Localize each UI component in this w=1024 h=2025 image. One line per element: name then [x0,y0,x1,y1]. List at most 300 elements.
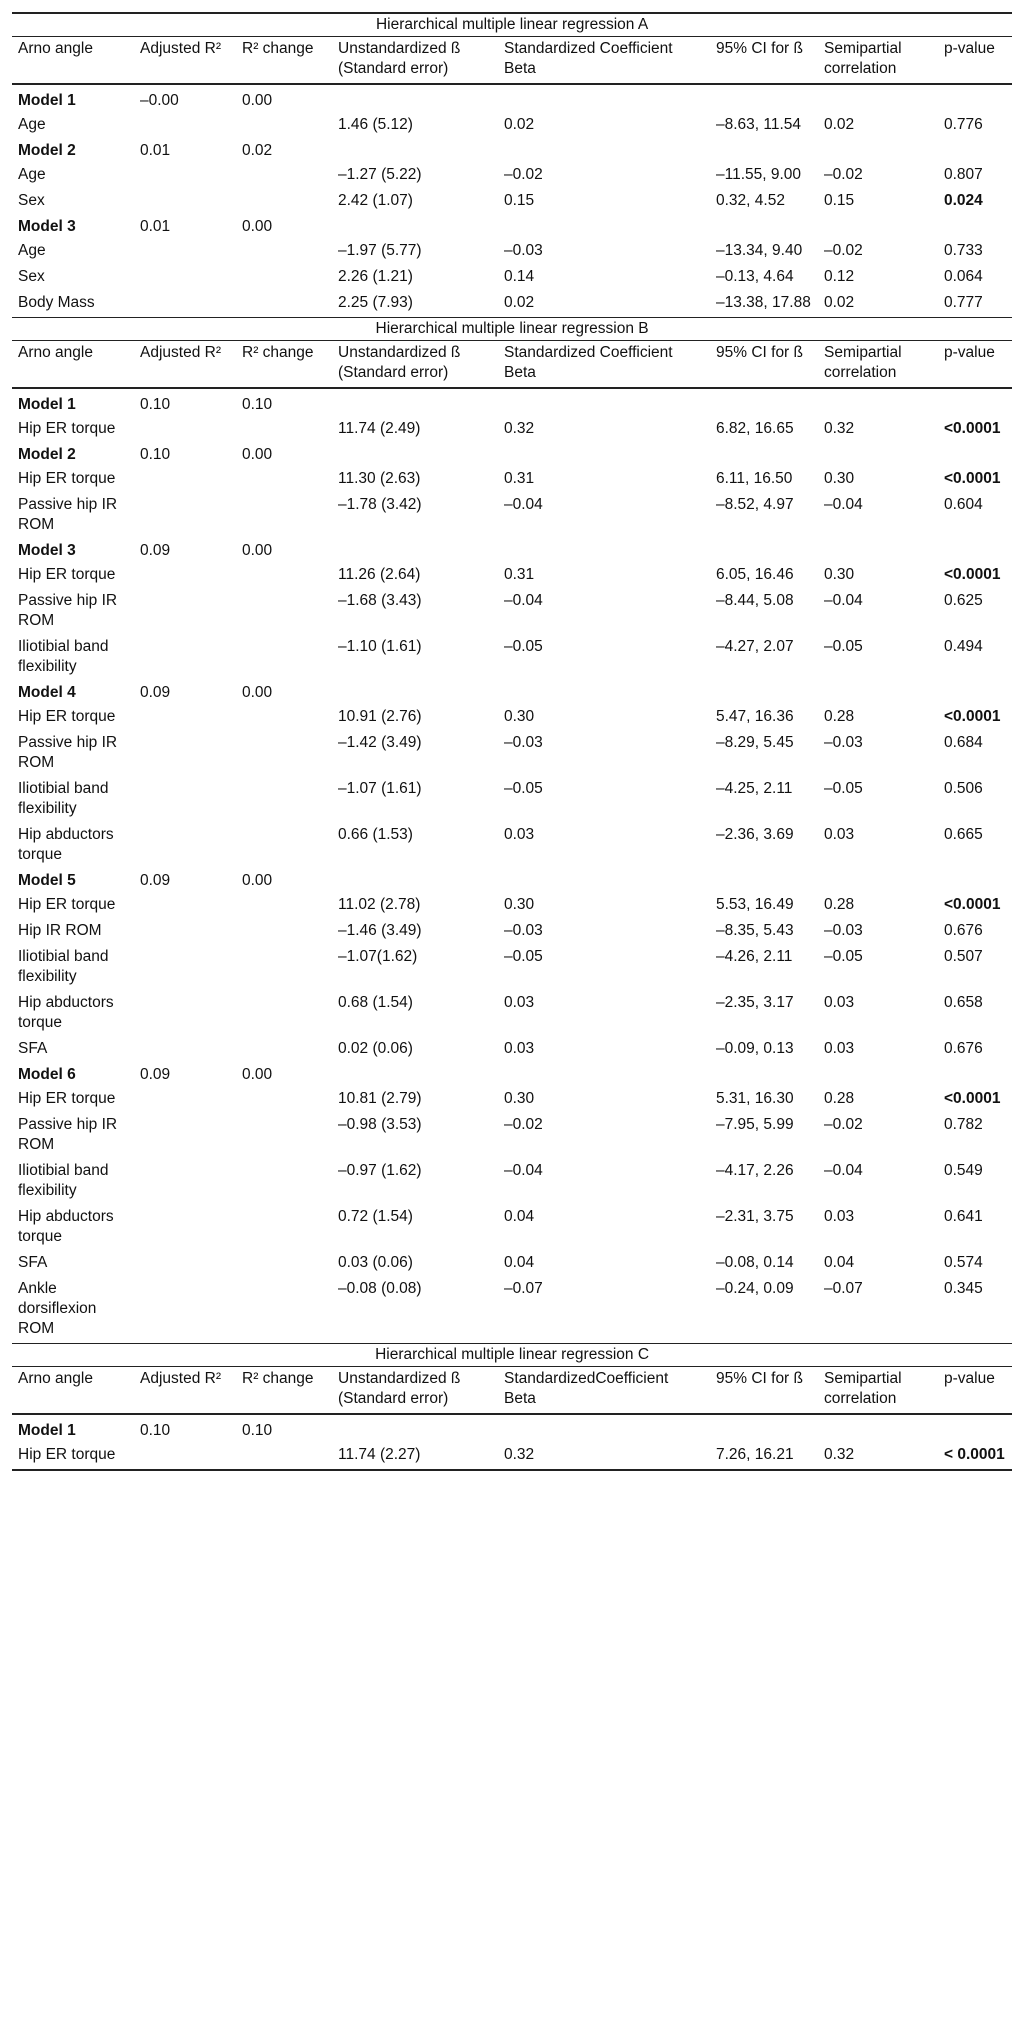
variable-name: SFA [18,1254,48,1271]
table-row [12,1087,1012,1113]
empty-cell [134,1251,236,1277]
p-value: 0.024 [944,192,983,209]
p-value: 0.807 [944,166,983,183]
unstandardized-beta: 10.91 (2.76) [338,708,422,725]
unstandardized-beta: –1.07 (1.61) [338,780,422,797]
empty-cell [236,589,332,635]
semipartial-correlation: –0.04 [824,592,863,609]
semipartial-correlation: 0.02 [824,116,855,133]
standardized-beta: –0.02 [504,166,543,183]
variable-name: Ankle dorsiflexion ROM [18,1280,97,1337]
empty-cell [710,89,818,113]
empty-cell [134,1159,236,1205]
column-header: StandardizedCoefficient Beta [498,1367,710,1415]
empty-cell [498,681,710,705]
standardized-beta: 0.02 [504,116,535,133]
unstandardized-beta: –1.27 (5.22) [338,166,422,183]
r2-change: 0.00 [242,542,273,559]
empty-cell [818,89,938,113]
empty-cell [134,705,236,731]
standardized-beta: –0.04 [504,496,543,513]
empty-cell [236,1251,332,1277]
model-row [12,1419,1012,1443]
empty-cell [498,869,710,893]
empty-cell [818,215,938,239]
empty-cell [134,589,236,635]
p-value: 0.676 [944,922,983,939]
table-row [12,635,1012,681]
empty-cell [710,681,818,705]
unstandardized-beta: –1.42 (3.49) [338,734,422,751]
semipartial-correlation: –0.04 [824,496,863,513]
empty-cell [710,1419,818,1443]
confidence-interval: –0.24, 0.09 [716,1280,794,1297]
model-label: Model 3 [18,542,76,559]
variable-name: Hip ER torque [18,708,116,725]
table-row [12,239,1012,265]
empty-cell [498,393,710,417]
column-header: Arno angle [12,1367,134,1415]
confidence-interval: –8.29, 5.45 [716,734,794,751]
adjusted-r2: 0.09 [140,684,171,701]
empty-cell [332,139,498,163]
empty-cell [818,1063,938,1087]
semipartial-correlation: –0.02 [824,166,863,183]
p-value: 0.684 [944,734,983,751]
column-header: 95% CI for ß [710,341,818,389]
empty-cell [134,239,236,265]
model-row [12,681,1012,705]
empty-cell [134,1037,236,1063]
p-value: 0.345 [944,1280,983,1297]
variable-name: Passive hip IR ROM [18,496,118,533]
empty-cell [236,1205,332,1251]
confidence-interval: –11.55, 9.00 [716,166,802,183]
regression-table [12,12,1012,1471]
unstandardized-beta: 11.02 (2.78) [338,896,421,913]
empty-cell [236,777,332,823]
unstandardized-beta: 0.68 (1.54) [338,994,413,1011]
empty-cell [134,1277,236,1344]
empty-cell [332,1063,498,1087]
variable-name: Hip abductors torque [18,1208,114,1245]
empty-cell [236,945,332,991]
variable-name: Passive hip IR ROM [18,1116,118,1153]
semipartial-correlation: 0.15 [824,192,855,209]
column-header-row [12,1367,1012,1415]
unstandardized-beta: 2.26 (1.21) [338,268,413,285]
empty-cell [332,539,498,563]
confidence-interval: 6.82, 16.65 [716,420,794,437]
confidence-interval: 5.53, 16.49 [716,896,794,913]
table-row [12,163,1012,189]
variable-name: Hip ER torque [12,1443,134,1470]
variable-name: Hip ER torque [18,1090,116,1107]
unstandardized-beta: –1.68 (3.43) [338,592,422,609]
variable-name: Body Mass [18,294,95,311]
semipartial-correlation: –0.03 [824,922,863,939]
empty-cell [134,777,236,823]
model-label: Model 2 [18,142,76,159]
standardized-beta: 0.04 [504,1208,535,1225]
empty-cell [134,113,236,139]
empty-cell [236,731,332,777]
p-value: <0.0001 [944,896,1001,913]
p-value: 0.676 [944,1040,983,1057]
p-value: <0.0001 [944,420,1001,437]
empty-cell [134,1087,236,1113]
empty-cell [710,443,818,467]
confidence-interval: –0.09, 0.13 [716,1040,794,1057]
p-value: < 0.0001 [938,1443,1012,1470]
semipartial-correlation: 0.30 [824,566,855,583]
r2-change: 0.00 [242,684,273,701]
model-label: Model 6 [18,1066,76,1083]
standardized-beta: 0.03 [504,994,535,1011]
standardized-beta: –0.05 [504,948,543,965]
semipartial-correlation: 0.30 [824,470,855,487]
column-header: Semipartial correlation [818,341,938,389]
empty-cell [498,215,710,239]
p-value: <0.0001 [944,566,1001,583]
p-value: <0.0001 [944,708,1001,725]
confidence-interval: –2.35, 3.17 [716,994,794,1011]
model-row [12,869,1012,893]
section-title-row [12,318,1012,341]
empty-cell [236,113,332,139]
empty-cell [332,681,498,705]
standardized-beta: 0.30 [504,708,535,725]
empty-cell [134,417,236,443]
column-header-row [12,341,1012,389]
empty-cell [332,1419,498,1443]
confidence-interval: –0.13, 4.64 [716,268,794,285]
model-label: Model 4 [18,684,76,701]
semipartial-correlation: –0.03 [824,734,863,751]
empty-cell [134,1443,236,1470]
variable-name: Iliotibial band flexibility [18,638,109,675]
empty-cell [134,189,236,215]
variable-name: Sex [18,268,45,285]
semipartial-correlation: 0.32 [818,1443,938,1470]
column-header: Semipartial correlation [818,1367,938,1415]
semipartial-correlation: 0.04 [824,1254,855,1271]
empty-cell [134,893,236,919]
standardized-beta: 0.03 [504,1040,535,1057]
column-header: Unstandardized ß (Standard error) [332,37,498,85]
standardized-beta: 0.02 [504,294,535,311]
p-value: 0.777 [944,294,983,311]
column-header: 95% CI for ß [710,1367,818,1415]
empty-cell [236,1037,332,1063]
table-row [12,1113,1012,1159]
column-header: Arno angle [12,37,134,85]
table-row [12,189,1012,215]
empty-cell [134,919,236,945]
empty-cell [818,1419,938,1443]
table-row [12,1251,1012,1277]
section-title: Hierarchical multiple linear regression C [12,1344,1012,1367]
variable-name: Iliotibial band flexibility [18,780,109,817]
unstandardized-beta: –0.98 (3.53) [338,1116,422,1133]
confidence-interval: –8.52, 4.97 [716,496,794,513]
model-label: Model 5 [18,872,76,889]
unstandardized-beta: –1.78 (3.42) [338,496,422,513]
empty-cell [498,443,710,467]
p-value: 0.506 [944,780,983,797]
table-row [12,823,1012,869]
empty-cell [332,869,498,893]
adjusted-r2: 0.01 [140,218,171,235]
empty-cell [938,393,1012,417]
standardized-beta: –0.04 [504,1162,543,1179]
empty-cell [236,417,332,443]
unstandardized-beta: 10.81 (2.79) [338,1090,422,1107]
standardized-beta: –0.05 [504,638,543,655]
empty-cell [938,869,1012,893]
empty-cell [134,635,236,681]
empty-cell [498,1419,710,1443]
confidence-interval: –0.08, 0.14 [716,1254,794,1271]
semipartial-correlation: –0.05 [824,948,863,965]
semipartial-correlation: 0.12 [824,268,855,285]
column-header: Standardized Coefficient Beta [498,37,710,85]
empty-cell [236,1087,332,1113]
table-row [12,919,1012,945]
adjusted-r2: 0.10 [140,446,171,463]
standardized-beta: –0.04 [504,592,543,609]
empty-cell [710,215,818,239]
empty-cell [710,139,818,163]
empty-cell [236,1443,332,1470]
semipartial-correlation: –0.07 [824,1280,863,1297]
standardized-beta: 0.03 [504,826,535,843]
r2-change: 0.10 [242,396,273,413]
table-row [12,893,1012,919]
confidence-interval: 6.05, 16.46 [716,566,794,583]
unstandardized-beta: 11.74 (2.49) [338,420,421,437]
empty-cell [134,163,236,189]
semipartial-correlation: 0.32 [824,420,855,437]
p-value: 0.776 [944,116,983,133]
empty-cell [498,139,710,163]
adjusted-r2: 0.01 [140,142,171,159]
variable-name: Iliotibial band flexibility [18,948,109,985]
empty-cell [134,991,236,1037]
variable-name: Passive hip IR ROM [18,734,118,771]
variable-name: Hip ER torque [18,470,116,487]
standardized-beta: 0.32 [498,1443,710,1470]
r2-change: 0.00 [242,872,273,889]
empty-cell [710,869,818,893]
model-row [12,89,1012,113]
p-value: 0.641 [944,1208,983,1225]
empty-cell [134,823,236,869]
p-value: 0.604 [944,496,983,513]
empty-cell [710,1063,818,1087]
empty-cell [236,467,332,493]
empty-cell [498,539,710,563]
table-row [12,945,1012,991]
standardized-beta: 0.04 [504,1254,535,1271]
table-row [12,991,1012,1037]
empty-cell [134,467,236,493]
empty-cell [134,493,236,539]
empty-cell [938,443,1012,467]
unstandardized-beta: 0.03 (0.06) [338,1254,413,1271]
standardized-beta: 0.31 [504,566,535,583]
table-row [12,291,1012,318]
table-row [12,493,1012,539]
confidence-interval: –13.38, 17.88 [716,294,811,311]
empty-cell [938,89,1012,113]
p-value: 0.733 [944,242,983,259]
unstandardized-beta: 0.72 (1.54) [338,1208,413,1225]
empty-cell [332,443,498,467]
column-header: Adjusted R² [134,37,236,85]
empty-cell [938,681,1012,705]
regression-table-container [12,12,1012,1471]
semipartial-correlation: 0.28 [824,1090,855,1107]
unstandardized-beta: –1.10 (1.61) [338,638,422,655]
confidence-interval: –8.44, 5.08 [716,592,794,609]
confidence-interval: –4.25, 2.11 [716,780,793,797]
empty-cell [236,563,332,589]
column-header: Unstandardized ß (Standard error) [332,341,498,389]
table-row [12,705,1012,731]
empty-cell [938,539,1012,563]
confidence-interval: 5.31, 16.30 [716,1090,794,1107]
column-header: p-value [938,1367,1012,1415]
empty-cell [236,823,332,869]
empty-cell [818,443,938,467]
unstandardized-beta: –1.07(1.62) [338,948,418,965]
empty-cell [236,291,332,318]
column-header: p-value [938,37,1012,85]
confidence-interval: –4.26, 2.11 [716,948,793,965]
variable-name: Hip IR ROM [18,922,102,939]
empty-cell [236,893,332,919]
unstandardized-beta: –1.97 (5.77) [338,242,422,259]
confidence-interval: 6.11, 16.50 [716,470,793,487]
p-value: 0.549 [944,1162,983,1179]
empty-cell [236,493,332,539]
standardized-beta: –0.07 [504,1280,543,1297]
adjusted-r2: 0.10 [140,1422,171,1439]
p-value: <0.0001 [944,1090,1001,1107]
variable-name: Hip ER torque [18,566,116,583]
column-header: p-value [938,341,1012,389]
column-header: Standardized Coefficient Beta [498,341,710,389]
empty-cell [134,731,236,777]
empty-cell [134,291,236,318]
empty-cell [236,991,332,1037]
table-row [12,563,1012,589]
empty-cell [818,139,938,163]
r2-change: 0.02 [242,142,273,159]
variable-name: Hip ER torque [18,896,116,913]
column-header-row [12,37,1012,85]
confidence-interval: –2.31, 3.75 [716,1208,794,1225]
table-row [12,1205,1012,1251]
r2-change: 0.00 [242,1066,273,1083]
confidence-interval: –4.17, 2.26 [716,1162,794,1179]
column-header: Arno angle [12,341,134,389]
empty-cell [236,189,332,215]
semipartial-correlation: –0.04 [824,1162,863,1179]
variable-name: Iliotibial band flexibility [18,1162,109,1199]
column-header: Unstandardized ß (Standard error) [332,1367,498,1415]
unstandardized-beta: –0.97 (1.62) [338,1162,422,1179]
variable-name: Hip abductors torque [18,826,114,863]
standardized-beta: –0.03 [504,922,543,939]
empty-cell [818,393,938,417]
r2-change: 0.10 [242,1422,273,1439]
p-value: 0.064 [944,268,983,285]
r2-change: 0.00 [242,92,273,109]
standardized-beta: 0.32 [504,420,535,437]
empty-cell [134,265,236,291]
semipartial-correlation: 0.28 [824,708,855,725]
table-row [12,417,1012,443]
adjusted-r2: 0.09 [140,872,171,889]
model-row [12,215,1012,239]
empty-cell [134,563,236,589]
table-row [12,777,1012,823]
empty-cell [236,239,332,265]
semipartial-correlation: 0.03 [824,1040,855,1057]
column-header: R² change [236,1367,332,1415]
semipartial-correlation: 0.03 [824,826,855,843]
table-row [12,1443,1012,1470]
empty-cell [938,1419,1012,1443]
model-row [12,539,1012,563]
section-title-row [12,1344,1012,1367]
empty-cell [938,215,1012,239]
semipartial-correlation: 0.28 [824,896,855,913]
adjusted-r2: –0.00 [140,92,179,109]
r2-change: 0.00 [242,446,273,463]
model-label: Model 1 [18,1422,76,1439]
confidence-interval: –8.35, 5.43 [716,922,794,939]
model-row [12,1063,1012,1087]
model-row [12,443,1012,467]
empty-cell [332,89,498,113]
variable-name: SFA [18,1040,48,1057]
empty-cell [236,265,332,291]
confidence-interval: 7.26, 16.21 [710,1443,818,1470]
unstandardized-beta: 2.42 (1.07) [338,192,413,209]
model-label: Model 1 [18,396,76,413]
semipartial-correlation: –0.02 [824,242,863,259]
empty-cell [938,1063,1012,1087]
variable-name: Age [18,116,46,133]
column-header: R² change [236,341,332,389]
model-label: Model 2 [18,446,76,463]
table-row [12,1277,1012,1344]
semipartial-correlation: 0.03 [824,994,855,1011]
adjusted-r2: 0.09 [140,1066,171,1083]
column-header: Adjusted R² [134,341,236,389]
empty-cell [236,1113,332,1159]
column-header: 95% CI for ß [710,37,818,85]
empty-cell [236,163,332,189]
semipartial-correlation: 0.03 [824,1208,855,1225]
empty-cell [236,705,332,731]
p-value: 0.494 [944,638,983,655]
variable-name: Sex [18,192,45,209]
column-header: R² change [236,37,332,85]
